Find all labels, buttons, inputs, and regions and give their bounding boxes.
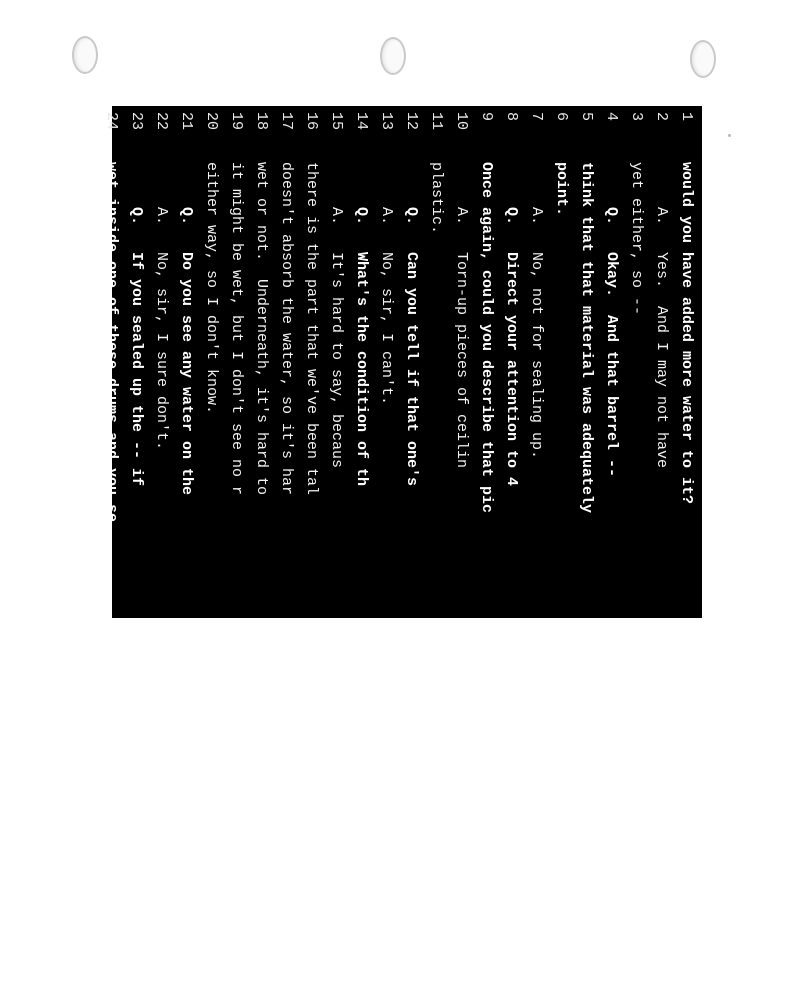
line-text: Q. Direct your attention to 4	[503, 162, 520, 487]
transcript-line	[449, 106, 474, 1006]
line-number: 16	[303, 112, 320, 131]
transcript-line	[649, 106, 674, 1006]
line-number: 11	[428, 112, 445, 131]
line-number: 5	[578, 112, 595, 122]
line-number: 21	[178, 112, 195, 131]
line-number: 15	[328, 112, 345, 131]
transcript-line	[299, 106, 324, 1006]
line-text: A. It's hard to say, becaus	[328, 162, 345, 469]
line-text: doesn't absorb the water, so it's har	[278, 162, 295, 496]
transcript-line	[324, 106, 349, 1006]
transcript-line	[249, 106, 274, 1006]
transcript-line	[349, 106, 374, 1006]
line-number: 10	[453, 112, 470, 131]
transcript-line	[174, 106, 199, 1006]
line-number: 13	[378, 112, 395, 131]
line-text: A. Torn-up pieces of ceilin	[453, 162, 470, 469]
transcript-line	[124, 106, 149, 1006]
line-text: A. No, not for sealing up.	[528, 162, 545, 460]
transcript-sheet	[103, 106, 702, 618]
transcript-line	[424, 106, 449, 1006]
transcript-line	[524, 106, 549, 1006]
transcript-text-block	[103, 106, 702, 618]
line-number: 9	[478, 112, 495, 122]
scan-speck	[728, 134, 731, 137]
line-text: A. Yes. And I may not have	[653, 162, 670, 469]
line-number: 2	[653, 112, 670, 122]
punch-hole	[72, 36, 98, 74]
line-text: Q. Do you see any water on the	[178, 162, 195, 496]
line-text: A. No, sir, I can't.	[378, 162, 395, 406]
line-number: 4	[603, 112, 620, 122]
line-text: point.	[553, 162, 570, 217]
line-text: wet or not. Underneath, it's hard to	[253, 162, 270, 496]
transcript-line	[549, 106, 574, 1006]
line-number: 19	[228, 112, 245, 131]
line-number: 8	[503, 112, 520, 122]
line-text: Q. Can you tell if that one's	[403, 162, 420, 487]
line-text: wet inside one of these drums and you se	[103, 162, 120, 523]
line-text: Q. If you sealed up the -- if	[128, 162, 145, 487]
line-number: 17	[278, 112, 295, 131]
line-text: either way, so I don't know.	[203, 162, 220, 415]
line-number: 12	[403, 112, 420, 131]
line-text: A. No, sir, I sure don't.	[153, 162, 170, 451]
transcript-line	[274, 106, 299, 1006]
line-text: think that that material was adequately	[578, 162, 595, 514]
punch-hole	[380, 37, 406, 75]
transcript-line	[374, 106, 399, 1006]
line-number: 6	[553, 112, 570, 122]
line-number: 7	[528, 112, 545, 122]
transcript-line	[399, 106, 424, 1006]
transcript-line	[199, 106, 224, 1006]
line-number: 18	[253, 112, 270, 131]
transcript-line	[674, 106, 699, 1006]
line-number: 22	[153, 112, 170, 131]
punch-hole	[690, 40, 716, 78]
line-text: there is the part that we've been tal	[303, 162, 320, 496]
transcript-line	[474, 106, 499, 1006]
transcript-line	[574, 106, 599, 1006]
line-number: 14	[353, 112, 370, 131]
transcript-line	[599, 106, 624, 1006]
line-text: Q. Okay. And that barrel --	[603, 162, 620, 478]
line-text: Once again, could you describe that pic	[478, 162, 495, 514]
line-text: would you have added more water to it?	[678, 162, 695, 505]
line-number: 1	[678, 112, 695, 122]
line-number: 20	[203, 112, 220, 131]
transcript-line	[224, 106, 249, 1006]
transcript-line	[99, 106, 124, 1006]
line-number: 24	[103, 112, 120, 131]
line-text: it might be wet, but I don't see no r	[228, 162, 245, 496]
line-text: plastic.	[428, 162, 445, 235]
line-text: Q. What's the condition of th	[353, 162, 370, 487]
line-number: 23	[128, 112, 145, 131]
transcript-line	[149, 106, 174, 1006]
transcript-line	[499, 106, 524, 1006]
transcript-line	[624, 106, 649, 1006]
line-number: 3	[628, 112, 645, 122]
line-text: yet either, so --	[628, 162, 645, 316]
